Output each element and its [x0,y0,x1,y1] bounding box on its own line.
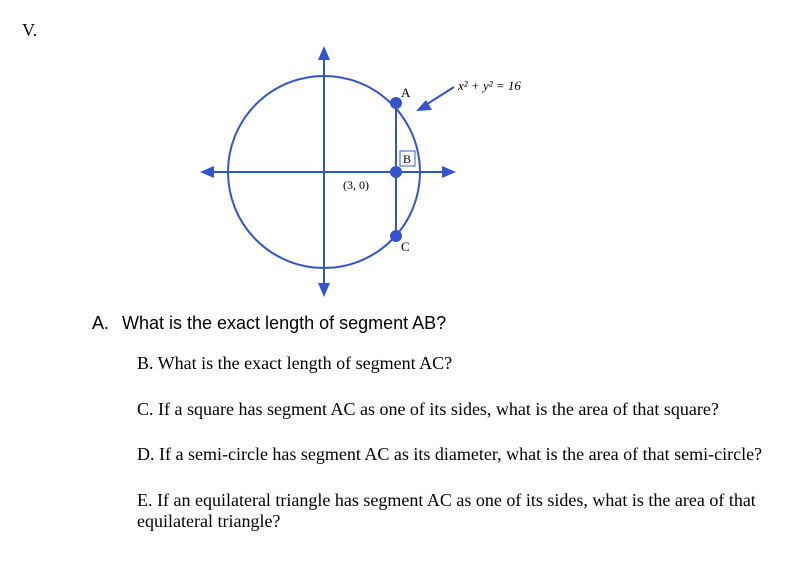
section-number: V. [22,20,38,40]
question-e: E. If an equilateral triangle has segment AC as one of its sides, what is the area of that equilateral triangle? [137,490,756,531]
y-axis-top-arrow [318,46,330,60]
question-b: B. What is the exact length of segment AC? [137,353,453,373]
question-a-letter: A. [92,313,110,333]
x-axis-right-arrow [442,166,456,178]
point-b [390,166,402,178]
label-b: B [403,152,412,166]
equation-pointer [424,87,454,106]
question-a [92,313,446,334]
coord-label: (3, 0) [343,178,369,192]
label-a: A [401,85,411,100]
label-c: C [401,239,410,254]
question-a-text: What is the exact length of segment AB? [122,313,447,333]
question-d: D. If a semi-circle has segment AC as its diameter, what is the area of that semi-circle? [137,444,763,464]
equation-label: x² + y² = 16 [458,78,521,93]
question-c: C. If a square has segment AC as one of its sides, what is the area of that square? [137,399,719,419]
x-axis-left-arrow [200,166,214,178]
y-axis-bottom-arrow [318,283,330,297]
